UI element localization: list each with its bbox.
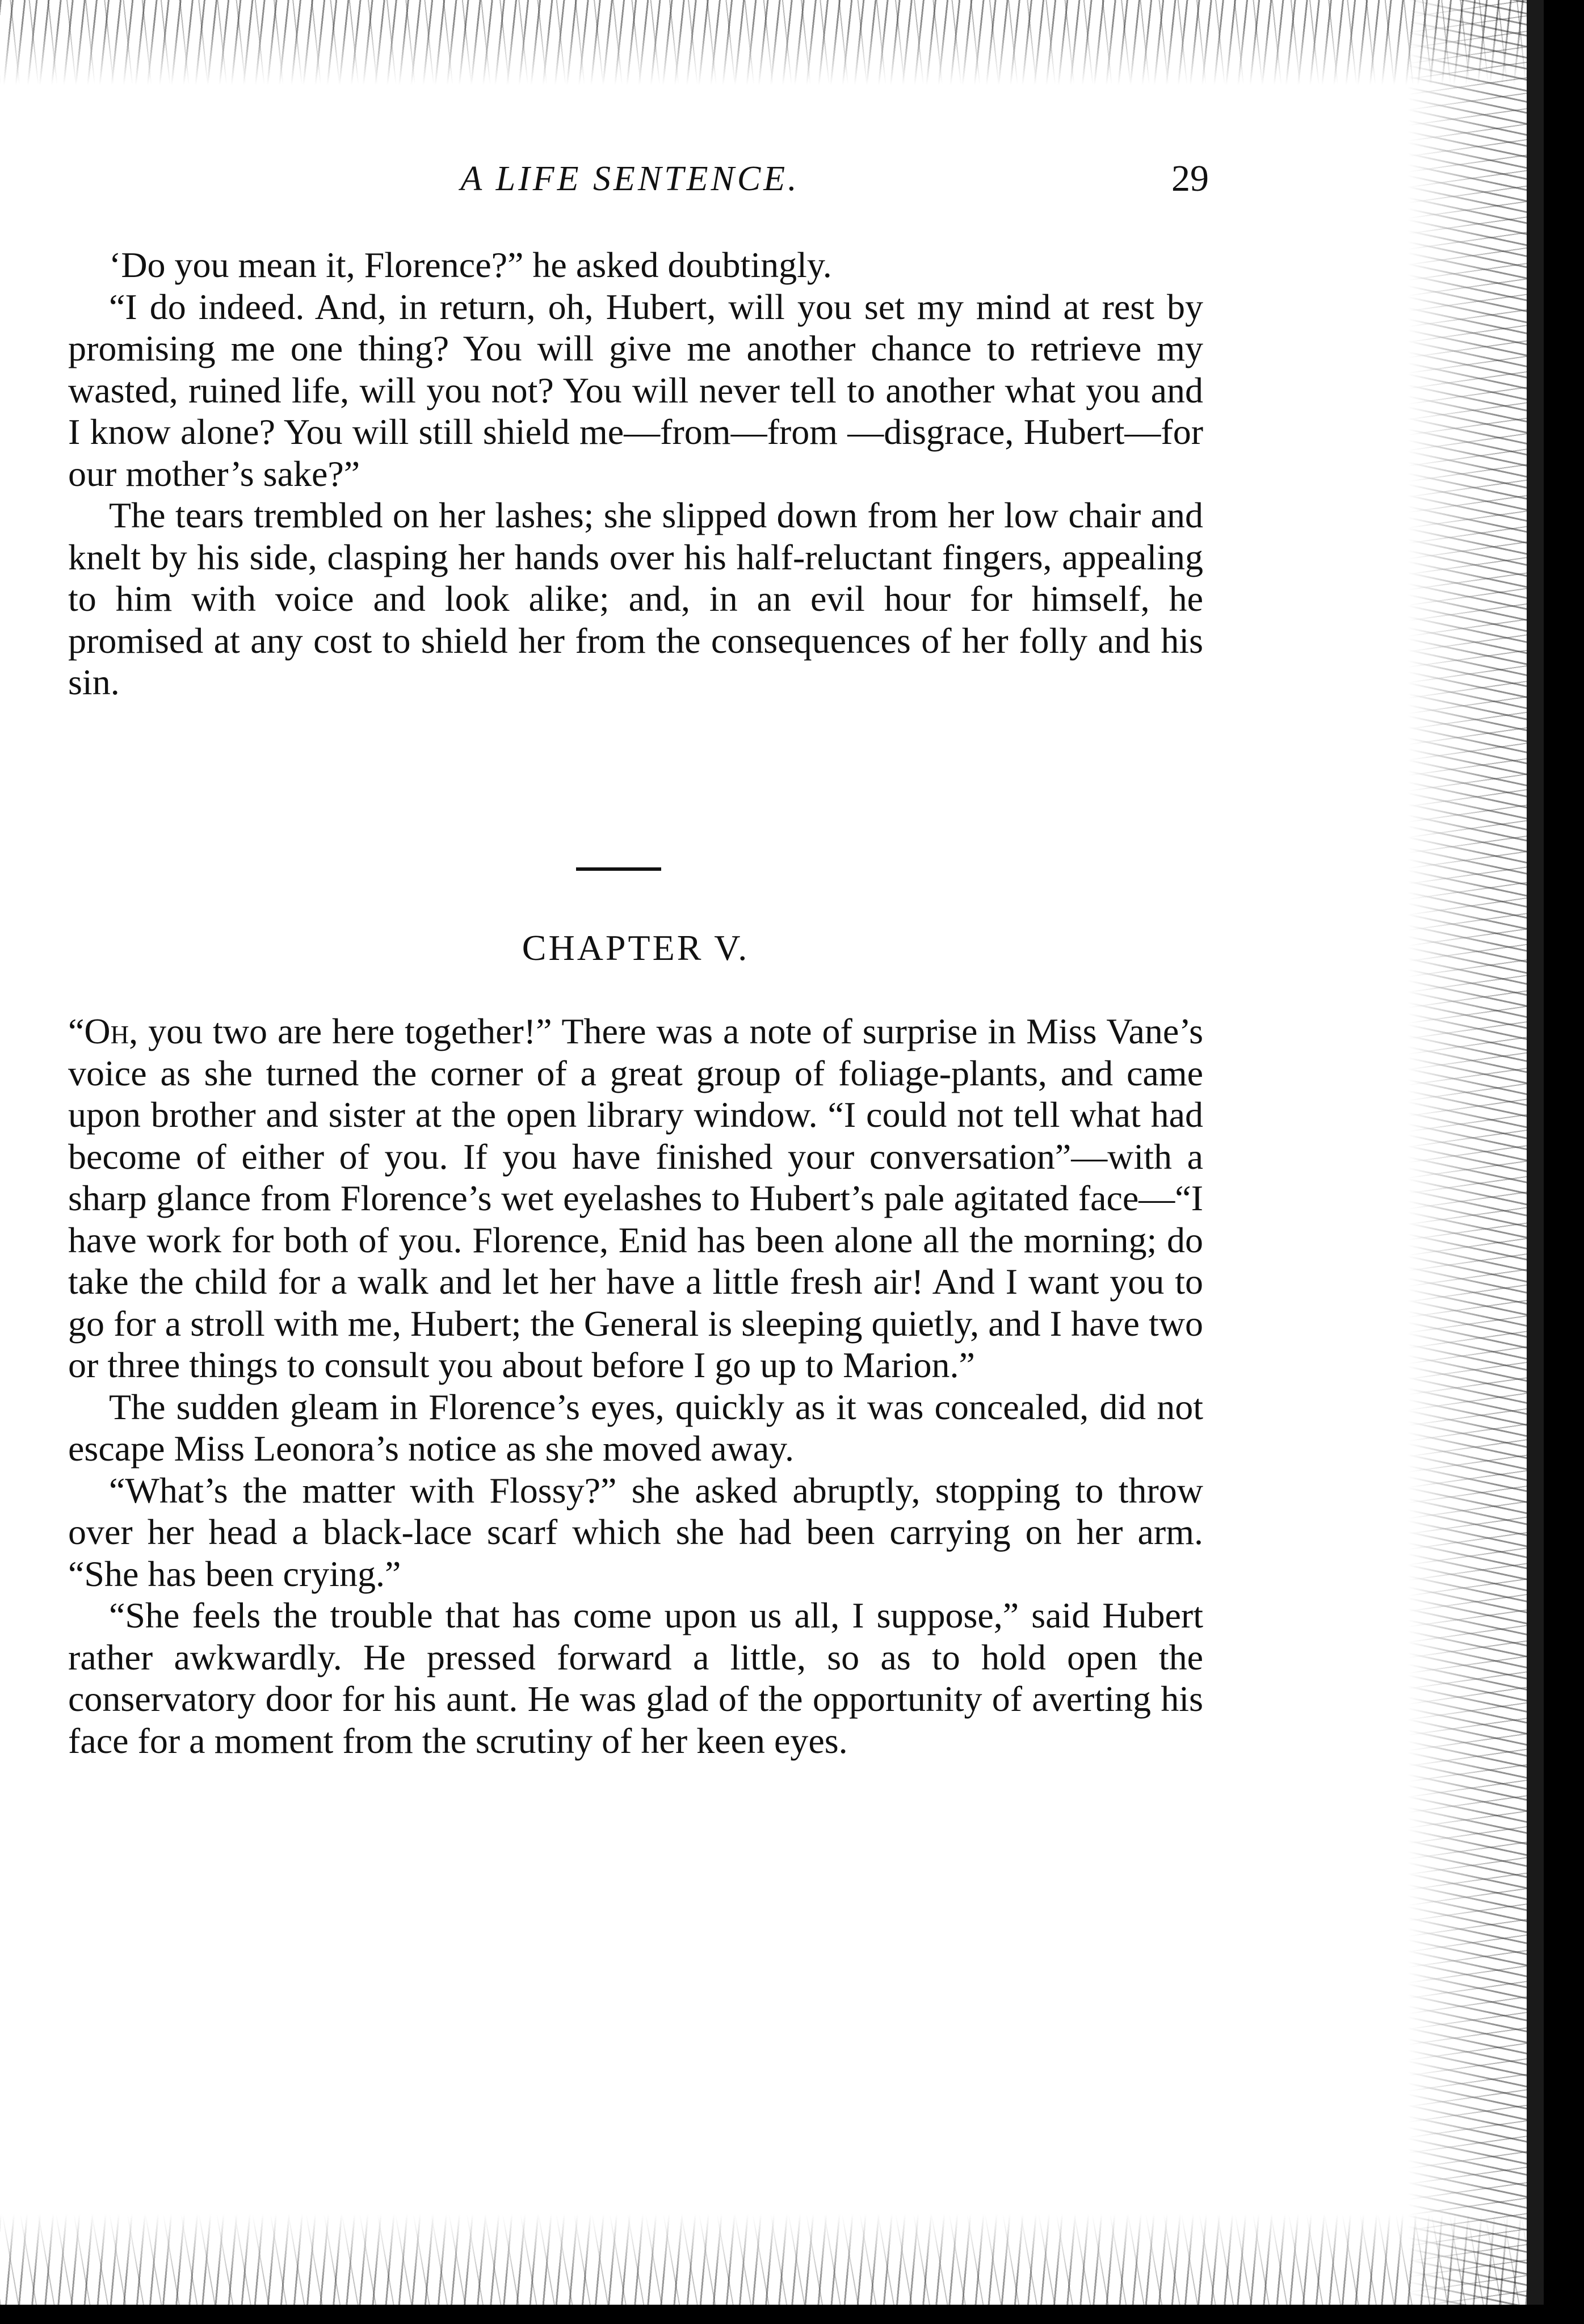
- scan-edge-right: [1527, 0, 1544, 2305]
- scan-noise-top: [0, 0, 1544, 85]
- paragraph: ‘Do you mean it, Florence?” he asked doubtingly.: [109, 245, 832, 285]
- chapter-divider-rule: [576, 867, 661, 871]
- section-2: [68, 1010, 1203, 1761]
- scan-noise-bottom: [0, 2214, 1544, 2305]
- paragraph: [68, 1010, 1203, 1386]
- paragraph: “I do indeed. And, in return, oh, Hubert, will you set my mind at rest by promising me one thing? You will give me another chance to retrieve my wasted, ruined life, will you not? You will never tell to another what you and I know alone? You will still shield me—from—from —disgrace, Hubert—for our mother’s sake?”: [68, 286, 1203, 494]
- paragraph: “She feels the trouble that has come upon us all, I suppose,” said Hubert rather awkwardly. He pressed forward a little, so as to hold open the conservatory door for his aunt. He was glad of the opportunity of averting his face for a moment from the scrutiny of her keen eyes.: [68, 1595, 1203, 1761]
- chapter-heading: CHAPTER V.: [522, 928, 750, 968]
- opening-smallcaps: “Oh,: [68, 1011, 138, 1051]
- paragraph: The tears trembled on her lashes; she slipped down from her low chair and knelt by his side, clasping her hands over his half-reluctant fingers, appealing to him with voice and look alike; and, in an evil hour for himself, he promised at any cost to shield her from the consequences of her folly and his sin.: [68, 495, 1203, 702]
- section-1: [68, 244, 1203, 703]
- page-number: 29: [1171, 158, 1209, 199]
- paragraph: “What’s the matter with Flossy?” she asked abruptly, stopping to throw over her head a black-lace scarf which she had been carrying on her arm. “She has been crying.”: [68, 1470, 1203, 1594]
- running-title: A LIFE SENTENCE.: [460, 160, 800, 198]
- paragraph: The sudden gleam in Florence’s eyes, quickly as it was concealed, did not escape Miss Leonora’s notice as she moved away.: [68, 1386, 1203, 1469]
- paragraph-text: you two are here together!” There was a note of surprise in Miss Vane’s voice as she turned the corner of a great group of foliage-plants, and came upon brother and sister at the open library window. “I could not tell what had become of either of you. If you have finished your conversation”—with a sharp glance from Florence’s wet eyelashes to Hubert’s pale agitated face—“I have work for both of you. Florence, Enid has been alone all the morning; do take the child for a walk and let her have a little fresh air! And I want you to go for a stroll with me, Hubert; the General is sleeping quietly, and I have two or three things to consult you about before I go up to Marion.”: [68, 1011, 1203, 1385]
- running-head: [68, 156, 1209, 202]
- scan-noise-right: [1407, 0, 1544, 2305]
